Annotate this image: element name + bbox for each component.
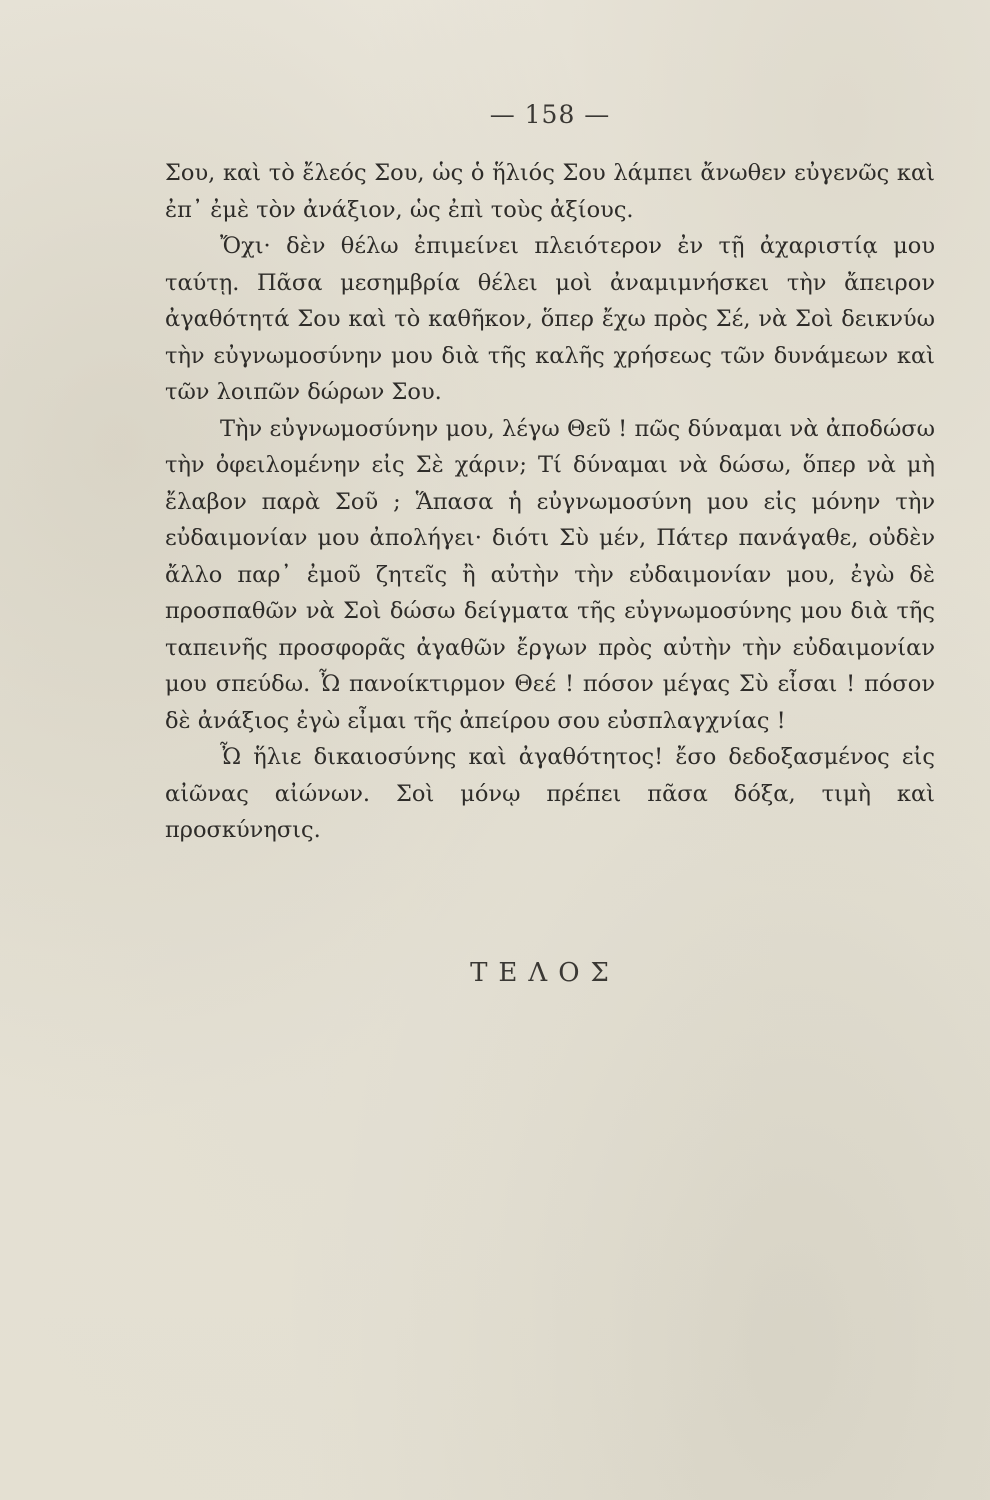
end-mark: ΤΕΛΟΣ xyxy=(470,958,620,988)
body-text xyxy=(165,155,935,849)
paragraph-continuation: Σου, καὶ τὸ ἔλεός Σου, ὡς ὁ ἥλιός Σου λάμπει ἄνωθεν εὐγενῶς καὶ ἐπ᾽ ἐμὲ τὸν ἀνάξιον, ὡς ἐπὶ τοὺς ἀξίους. xyxy=(165,160,935,223)
paragraph-gratitude: Τὴν εὐγνωμοσύνην μου, λέγω Θεῦ ! πῶς δύναμαι νὰ ἀποδώσω τὴν ὀφειλομένην εἰς Σὲ χάριν; Τί δύναμαι νὰ δώσω, ὅπερ νὰ μὴ ἔλαβον παρὰ Σοῦ ; Ἅπασα ἡ εὐγνωμοσύνη μου εἰς μόνην τὴν εὐδαιμονίαν μου ἀπολήγει· διότι Σὺ μέν, Πάτερ πανάγαθε, οὐδὲν ἄλλο παρ᾽ ἐμοῦ ζητεῖς ἢ αὐτὴν τὴν εὐδαιμονίαν μου, ἐγὼ δὲ προσπαθῶν νὰ Σοὶ δώσω δείγματα τῆς εὐγνωμοσύνης μου διὰ τῆς ταπεινῆς προσφορᾶς ἀγαθῶν ἔργων πρὸς αὐτὴν τὴν εὐδαιμονίαν μου σπεύδω. Ὦ πανοίκτιρμον Θεέ ! πόσον μέγας Σὺ εἶσαι ! πόσον δὲ ἀνάξιος ἐγὼ εἶμαι τῆς ἀπείρου σου εὐσπλαγχνίας ! xyxy=(165,415,935,734)
paragraph-ingratitude: Ὄχι· δὲν θέλω ἐπιμείνει πλειότερον ἐν τῇ ἀχαριστίᾳ μου ταύτῃ. Πᾶσα μεσημβρία θέλει μοὶ ἀναμιμνήσκει τὴν ἄπειρον ἀγαθότητά Σου καὶ τὸ καθῆκον, ὅπερ ἔχω πρὸς Σέ, νὰ Σοὶ δεικνύω τὴν εὐγνωμοσύνην μου διὰ τῆς καλῆς χρήσεως τῶν δυνάμεων καὶ τῶν λοιπῶν δώρων Σου. xyxy=(165,233,935,405)
page-number: — 158 — xyxy=(489,100,611,129)
paragraph-doxology: Ὦ ἥλιε δικαιοσύνης καὶ ἀγαθότητος! ἔσο δεδοξασμένος εἰς αἰῶνας αἰώνων. Σοὶ μόνῳ πρέπει πᾶσα δόξα, τιμὴ καὶ προσκύνησις. xyxy=(165,744,935,843)
